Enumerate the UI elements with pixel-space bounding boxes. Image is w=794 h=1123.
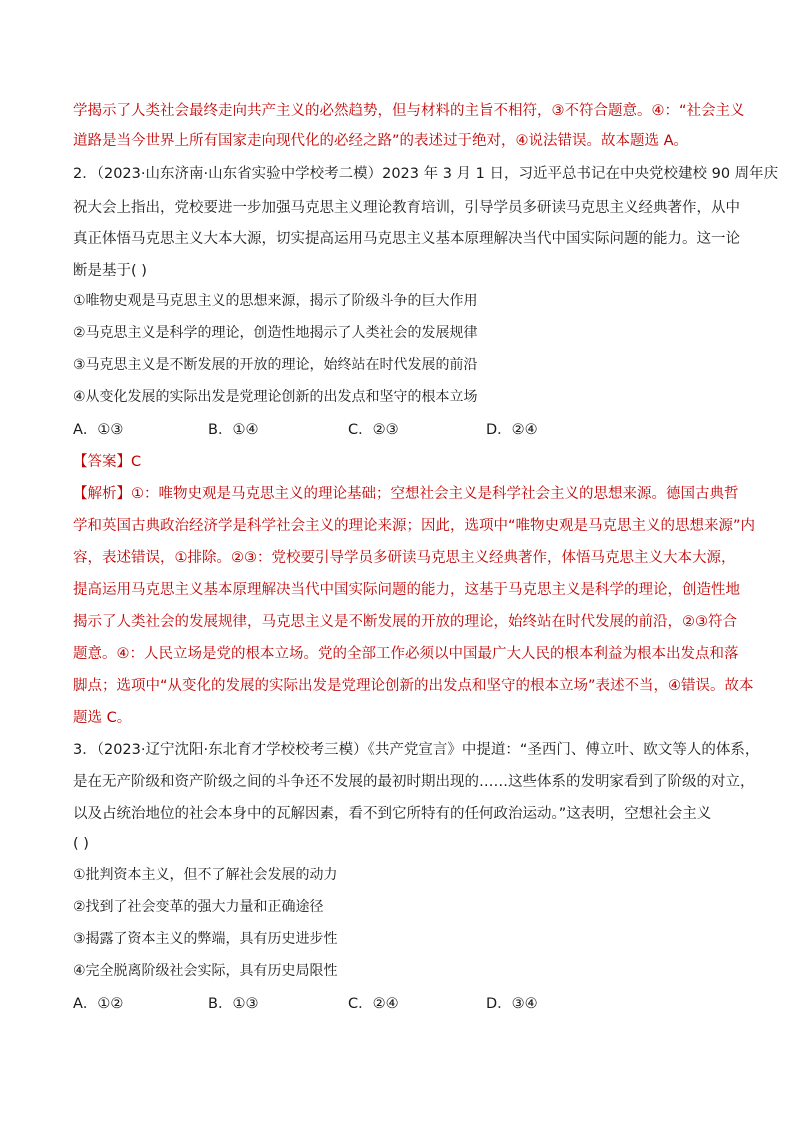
q3-statement-2: ②找到了社会变革的强大力量和正确途径 bbox=[73, 899, 324, 915]
analysis-label: 【解析】 bbox=[73, 486, 131, 502]
q3-option-c: C．②④ bbox=[348, 996, 399, 1012]
q3-option-a: A．①② bbox=[73, 996, 124, 1012]
answer-label: 【答案】 bbox=[73, 454, 131, 470]
q2-option-c: C．②③ bbox=[348, 422, 399, 438]
q2-stem-line-2: 祝大会上指出，党校要进一步加强马克思主义理论教育培训，引导学员多研读马克思主义经典著作，从中 bbox=[73, 200, 740, 216]
analysis-text: ①：唯物史观是马克思主义的理论基础；空想社会主义是科学社会主义的思想来源。德国古典哲 bbox=[131, 486, 739, 502]
q3-stem-line-2: 是在无产阶级和资产阶级之间的斗争还不发展的最初时期出现的……这些体系的发明家看到了阶级的对立， bbox=[73, 774, 755, 790]
q2-stem-line-1: 2．（2023·山东济南·山东省实验中学校考二模）2023 年 3 月 1 日，习近平总书记在中央党校建校 90 周年庆 bbox=[73, 166, 779, 182]
q2-analysis-line-4: 提高运用马克思主义基本原理解决当代中国实际问题的能力，这基于马克思主义是科学的理论，创造性地 bbox=[73, 582, 740, 598]
q2-analysis-line-6: 题意。④：人民立场是党的根本立场。党的全部工作必须以中国最广大人民的根本利益为根本出发点和落 bbox=[73, 646, 739, 662]
q2-option-d: D．②④ bbox=[486, 422, 538, 438]
q3-option-b: B．①③ bbox=[208, 996, 259, 1012]
q2-analysis-line-2: 学和英国古典政治经济学是科学社会主义的理论来源；因此，选项中“唯物史观是马克思主义的思想来源”内 bbox=[73, 518, 756, 534]
q2-statement-4: ④从变化发展的实际出发是党理论创新的出发点和坚守的根本立场 bbox=[73, 389, 478, 405]
q2-statement-1: ①唯物史观是马克思主义的思想来源，揭示了阶级斗争的巨大作用 bbox=[73, 293, 478, 309]
q3-stem-line-3: 以及占统治地位的社会本身中的瓦解因素，看不到它所特有的任何政治运动。”这表明，空想社会主义 bbox=[73, 806, 712, 822]
q2-analysis-line-8: 题选 C。 bbox=[73, 710, 132, 726]
q1-analysis-line-2: 道路是当今世界上所有国家走向现代化的必经之路”的表述过于绝对，④说法错误。故本题选 A。 bbox=[73, 133, 689, 149]
q1-analysis-line-1: 学揭示了人类社会最终走向共产主义的必然趋势，但与材料的主旨不相符，③不符合题意。④：“社会主义 bbox=[73, 103, 745, 119]
q2-answer bbox=[73, 452, 141, 472]
q3-statement-1: ①批判资本主义，但不了解社会发展的动力 bbox=[73, 867, 338, 883]
q2-statement-3: ③马克思主义是不断发展的开放的理论，始终站在时代发展的前沿 bbox=[73, 357, 478, 373]
q2-stem-line-3: 真正体悟马克思主义大本大源，切实提高运用马克思主义基本原理解决当代中国实际问题的能力。这一论 bbox=[73, 231, 740, 247]
q3-statement-4: ④完全脱离阶级社会实际，具有历史局限性 bbox=[73, 963, 338, 979]
q2-analysis-line-7: 脚点；选项中“从变化的发展的实际出发是党理论创新的出发点和坚守的根本立场”表述不当，④错误。故本 bbox=[73, 678, 754, 694]
q2-analysis-line-3: 容，表述错误，①排除。②③：党校要引导学员多研读马克思主义经典著作，体悟马克思主义大本大源， bbox=[73, 550, 736, 566]
q3-statement-3: ③揭露了资本主义的弊端，具有历史进步性 bbox=[73, 931, 338, 947]
q2-option-b: B．①④ bbox=[208, 422, 259, 438]
q2-statement-2: ②马克思主义是科学的理论，创造性地揭示了人类社会的发展规律 bbox=[73, 325, 478, 341]
q2-stem-line-4: 断是基于( ) bbox=[73, 263, 147, 279]
q2-analysis-line-1 bbox=[73, 484, 739, 504]
q3-stem-line-4: ( ) bbox=[73, 836, 89, 852]
answer-value: C bbox=[131, 454, 142, 470]
q2-option-a: A．①③ bbox=[73, 422, 124, 438]
q3-stem-line-1: 3．（2023·辽宁沈阳·东北育才学校校考三模）《共产党宣言》中提道：“圣西门、傅立叶、欧文等人的体系， bbox=[73, 742, 760, 758]
q2-analysis-line-5: 揭示了人类社会的发展规律，马克思主义是不断发展的开放的理论，始终站在时代发展的前沿，②③符合 bbox=[73, 614, 737, 630]
q3-option-d: D．③④ bbox=[486, 996, 538, 1012]
